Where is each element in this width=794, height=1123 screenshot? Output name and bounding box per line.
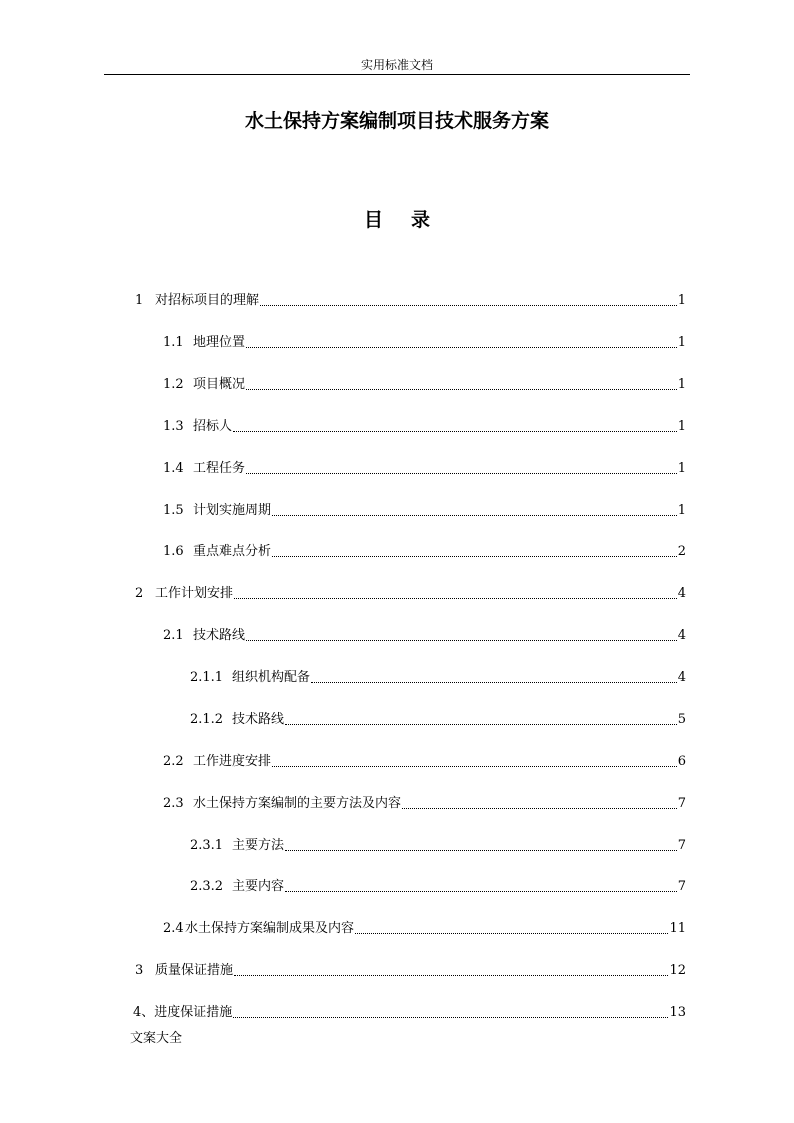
toc-entry-page: 6 — [677, 754, 686, 769]
toc-entry-number: 2.4 — [163, 921, 184, 936]
toc-dot-leader — [246, 640, 677, 641]
toc-entry-number: 1.5 — [163, 503, 184, 518]
toc-entry-title: 主要方法 — [232, 838, 285, 853]
toc-entry-page: 7 — [677, 838, 686, 853]
toc-entry-page: 1 — [677, 461, 686, 476]
page-header: 实用标准文档 — [360, 58, 433, 72]
toc-entry-page: 12 — [669, 963, 686, 978]
toc-dot-leader — [272, 766, 677, 767]
toc-heading-char-1: 目 — [363, 209, 383, 231]
toc-entry[interactable] — [135, 582, 686, 602]
toc-dot-leader — [285, 724, 677, 725]
toc-entry-page: 4 — [677, 670, 686, 685]
toc-entry-title: 组织机构配备 — [232, 670, 311, 685]
toc-entry-number: 1 — [135, 293, 144, 308]
toc-entry-title: 招标人 — [193, 419, 233, 434]
toc-entry-number: 1.6 — [163, 544, 184, 559]
toc-entry-page: 7 — [677, 879, 686, 894]
toc-dot-leader — [234, 598, 677, 599]
toc-entry[interactable] — [135, 289, 686, 309]
toc-entry-page: 5 — [677, 712, 686, 727]
toc-entry[interactable] — [163, 499, 686, 519]
toc-entry-title: 水土保持方案编制成果及内容 — [185, 921, 355, 936]
toc-entry-title: 技术路线 — [232, 712, 285, 727]
toc-entry[interactable] — [163, 331, 686, 351]
toc-dot-leader — [246, 389, 677, 390]
toc-entry-title: 计划实施周期 — [193, 503, 272, 518]
toc-entry-title: 地理位置 — [193, 335, 246, 350]
toc-entry[interactable] — [163, 457, 686, 477]
toc-entry-title: 工程任务 — [193, 461, 246, 476]
toc-entry-number: 2.1.1 — [190, 670, 224, 685]
toc-entry-number: 2.1 — [163, 628, 184, 643]
toc-entry-page: 1 — [677, 377, 686, 392]
toc-entry[interactable] — [190, 875, 686, 895]
header-rule — [104, 74, 690, 75]
toc-entry-title: 重点难点分析 — [193, 544, 272, 559]
toc-entry[interactable] — [133, 1001, 686, 1021]
toc-entry-number: 2 — [135, 586, 144, 601]
toc-entry-title: 质量保证措施 — [155, 963, 234, 978]
toc-entry-page: 1 — [677, 293, 686, 308]
page-footer: 文案大全 — [130, 1031, 183, 1046]
toc-entry[interactable] — [163, 750, 686, 770]
toc-entry-number: 2.3.2 — [190, 879, 224, 894]
toc-dot-leader — [246, 347, 677, 348]
toc-dot-leader — [311, 682, 677, 683]
toc-entry-number: 1.4 — [163, 461, 184, 476]
toc-dot-leader — [272, 556, 677, 557]
toc-entry-title: 水土保持方案编制的主要方法及内容 — [193, 796, 402, 811]
toc-entry-title: 进度保证措施 — [154, 1005, 233, 1020]
toc-entry-page: 13 — [669, 1005, 686, 1020]
toc-dot-leader — [285, 891, 677, 892]
toc-entry-number: 1.3 — [163, 419, 184, 434]
toc-entry-number: 2.1.2 — [190, 712, 224, 727]
toc-entry-number: 2.2 — [163, 754, 184, 769]
toc-dot-leader — [402, 808, 677, 809]
toc-dot-leader — [272, 515, 677, 516]
toc-heading-char-2: 录 — [411, 209, 431, 231]
toc-entry-title: 技术路线 — [193, 628, 246, 643]
toc-entry[interactable] — [163, 415, 686, 435]
toc-entry-number: 4、 — [133, 1005, 155, 1020]
toc-entry[interactable] — [163, 540, 686, 560]
toc-dot-leader — [233, 431, 677, 432]
toc-entry-page: 1 — [677, 419, 686, 434]
toc-entry-number: 2.3 — [163, 796, 184, 811]
toc-dot-leader — [355, 933, 668, 934]
toc-entry-page: 4 — [677, 586, 686, 601]
toc-entry[interactable] — [190, 708, 686, 728]
toc-entry-title: 工作进度安排 — [193, 754, 272, 769]
toc-entry[interactable] — [163, 373, 686, 393]
toc-entry-title: 对招标项目的理解 — [155, 293, 260, 308]
toc-entry-page: 7 — [677, 796, 686, 811]
toc-entry-number: 1.1 — [163, 335, 184, 350]
toc-dot-leader — [246, 473, 677, 474]
toc-heading — [0, 207, 794, 233]
toc-entry-page: 2 — [677, 544, 686, 559]
toc-entry-page: 1 — [677, 335, 686, 350]
toc-entry[interactable] — [163, 792, 686, 812]
toc-entry[interactable] — [135, 959, 686, 979]
toc-entry-page: 1 — [677, 503, 686, 518]
toc-entry-number: 3 — [135, 963, 144, 978]
toc-entry[interactable] — [163, 917, 686, 937]
toc-entry[interactable] — [190, 834, 686, 854]
toc-dot-leader — [285, 850, 677, 851]
toc-entry-page: 11 — [669, 921, 686, 936]
toc-entry-title: 工作计划安排 — [155, 586, 234, 601]
toc-entry-number: 2.3.1 — [190, 838, 224, 853]
toc-entry-number: 1.2 — [163, 377, 184, 392]
document-title: 水土保持方案编制项目技术服务方案 — [244, 110, 549, 132]
toc-dot-leader — [233, 1017, 668, 1018]
toc-entry-title: 项目概况 — [193, 377, 246, 392]
toc-dot-leader — [234, 975, 668, 976]
toc-entry-title: 主要内容 — [232, 879, 285, 894]
toc-entry-page: 4 — [677, 628, 686, 643]
toc-entry[interactable] — [190, 666, 686, 686]
toc-entry[interactable] — [163, 624, 686, 644]
toc-dot-leader — [260, 305, 677, 306]
